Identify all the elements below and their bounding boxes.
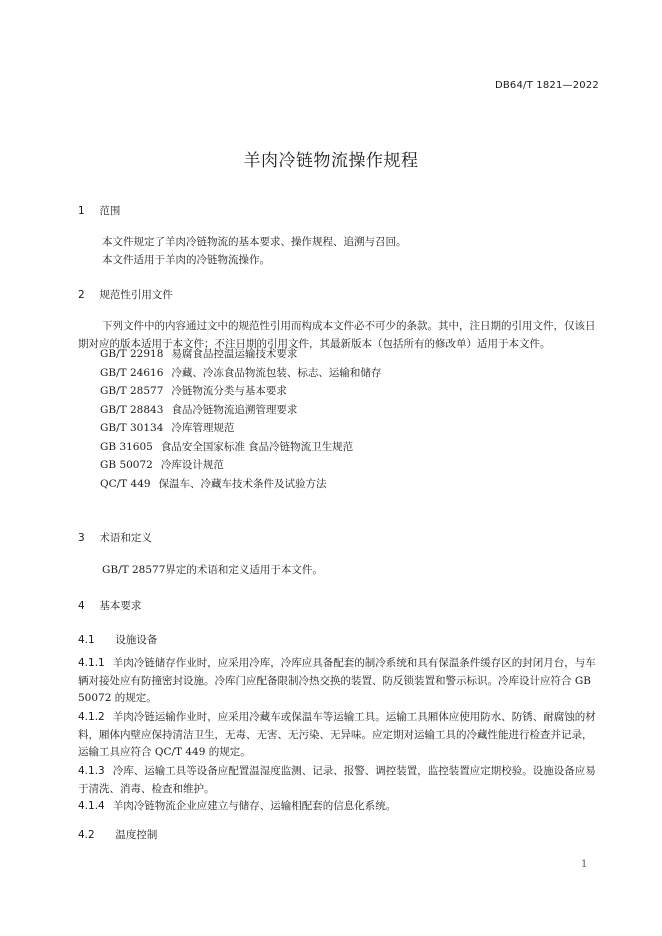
clause-text: 羊肉冷链储存作业时，应采用冷库，冷库应具备配套的制冷系统和具有保温条件缓存区的封闭月台，与车辆对接处应有防撞密封设施。冷库门应配备限制冷热交换的装置、防反锁装置和警示标识。冷库设计应符合 GB 50072 的规定。 bbox=[78, 657, 596, 704]
terms-paragraph: GB/T 28577界定的术语和定义适用于本文件。 bbox=[102, 564, 323, 576]
reference-list bbox=[100, 345, 381, 493]
reference-item: GB/T 28843 食品冷链物流追溯管理要求 bbox=[100, 403, 298, 416]
clause-4-1-3 bbox=[78, 763, 600, 798]
page-number: 1 bbox=[581, 859, 588, 870]
subsection-4-2-heading bbox=[78, 827, 157, 842]
section-title: 范围 bbox=[99, 205, 121, 217]
reference-item: GB/T 28577 冷链物流分类与基本要求 bbox=[100, 385, 287, 397]
clause-text: 冷库、运输工具等设备应配置温湿度监测、记录、报警、调控装置，监控装置应定期校验。设施设备应易于清洗、消毒、检查和维护。 bbox=[78, 765, 596, 795]
clause-number: 4.1.1 bbox=[78, 657, 105, 669]
section-number: 4 bbox=[78, 600, 85, 612]
clause-4-1-1 bbox=[78, 655, 600, 708]
reference-item: QC/T 449 保温车、冷藏车技术条件及试验方法 bbox=[100, 477, 327, 490]
reference-item: GB 50072 冷库设计规范 bbox=[100, 459, 224, 471]
clause-text: 羊肉冷链物流企业应建立与储存、运输相配套的信息化系统。 bbox=[112, 800, 397, 812]
reference-item: GB 31605 食品安全国家标准 食品冷链物流卫生规范 bbox=[100, 440, 354, 453]
section-1-heading bbox=[78, 203, 120, 218]
subsection-title: 温度控制 bbox=[115, 829, 158, 841]
reference-item: GB/T 24616 冷藏、冷冻食品物流包装、标志、运输和储存 bbox=[100, 366, 382, 379]
section-2-heading bbox=[78, 287, 173, 302]
document-code: DB64/T 1821—2022 bbox=[494, 80, 599, 91]
subsection-number: 4.2 bbox=[78, 829, 95, 841]
scope-paragraph-2: 本文件适用于羊肉的冷链物流操作。 bbox=[102, 254, 270, 266]
document-title: 羊肉冷链物流操作规程 bbox=[243, 151, 419, 171]
section-number: 1 bbox=[78, 205, 85, 217]
clause-4-1-2 bbox=[78, 709, 600, 762]
section-4-heading bbox=[78, 598, 141, 613]
clause-number: 4.1.4 bbox=[78, 800, 105, 812]
subsection-number: 4.1 bbox=[78, 634, 95, 646]
scope-paragraph-1: 本文件规定了羊肉冷链物流的基本要求、操作规程、追溯与召回。 bbox=[102, 236, 407, 248]
section-3-heading bbox=[78, 530, 152, 545]
clause-4-1-4 bbox=[78, 798, 600, 816]
section-number: 2 bbox=[78, 289, 85, 301]
section-title: 术语和定义 bbox=[99, 532, 152, 544]
clause-number: 4.1.3 bbox=[78, 765, 105, 777]
references-intro: 下列文件中的内容通过文中的规范性引用而构成本文件必不可少的条款。其中，注日期的引用文件，仅该日期对应的版本适用于本文件；不注日期的引用文件，其最新版本（包括所有的修改单）适用于本文件。 bbox=[78, 320, 596, 350]
section-number: 3 bbox=[78, 532, 85, 544]
clause-number: 4.1.2 bbox=[78, 711, 105, 723]
subsection-4-1-heading bbox=[78, 632, 157, 647]
clause-text: 羊肉冷链运输作业时，应采用冷藏车或保温车等运输工具。运输工具厢体应使用防水、防锈、耐腐蚀的材料，厢体内壁应保持清洁卫生，无毒、无害、无污染、无异味。应定期对运输工具的冷藏性能进行检查并记录，运输工具应符合 QC/T 449 的规定。 bbox=[78, 711, 596, 758]
reference-item: GB/T 22918 易腐食品控温运输技术要求 bbox=[100, 348, 298, 360]
section-title: 规范性引用文件 bbox=[99, 289, 173, 301]
section-title: 基本要求 bbox=[99, 600, 142, 612]
subsection-title: 设施设备 bbox=[115, 634, 158, 646]
reference-item: GB/T 30134 冷库管理规范 bbox=[100, 422, 235, 434]
